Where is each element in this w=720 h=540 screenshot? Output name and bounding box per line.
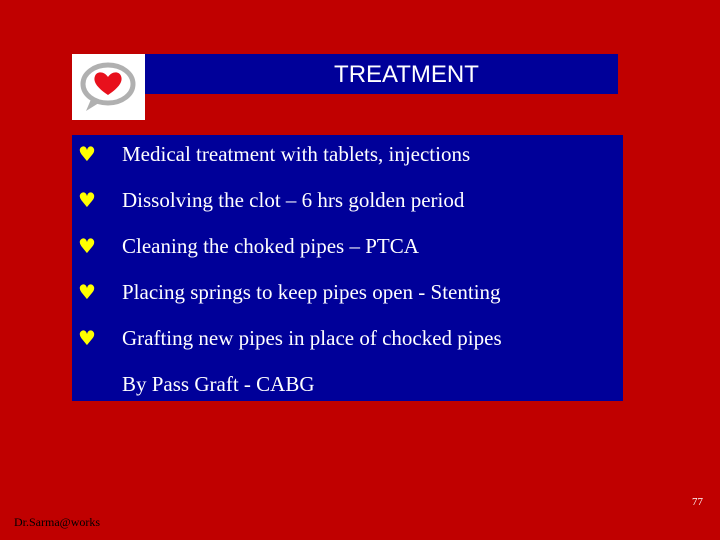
page-number: 77 <box>692 496 703 508</box>
footer-author: Dr.Sarma@works <box>14 515 101 529</box>
page-title: TREATMENT <box>334 61 479 88</box>
content-panel <box>72 135 623 401</box>
heart-bullet-icon: ♥ <box>78 188 96 212</box>
list-item-text: Cleaning the choked pipes – PTCA <box>122 233 419 258</box>
title-bar <box>145 54 618 94</box>
list-item-text: Dissolving the clot – 6 hrs golden period <box>122 187 465 212</box>
logo <box>72 54 145 120</box>
continuation-text: By Pass Graft - CABG <box>122 371 315 396</box>
heart-speech-bubble-icon <box>78 59 138 115</box>
heart-bullet-icon: ♥ <box>78 280 96 304</box>
heart-bullet-icon: ♥ <box>78 142 96 166</box>
list-item-text: Grafting new pipes in place of chocked pipes <box>122 325 502 350</box>
list-item-text: Placing springs to keep pipes open - Stenting <box>122 279 501 304</box>
list-item-text: Medical treatment with tablets, injections <box>122 141 471 166</box>
heart-bullet-icon: ♥ <box>78 234 96 258</box>
heart-bullet-icon: ♥ <box>78 326 96 350</box>
